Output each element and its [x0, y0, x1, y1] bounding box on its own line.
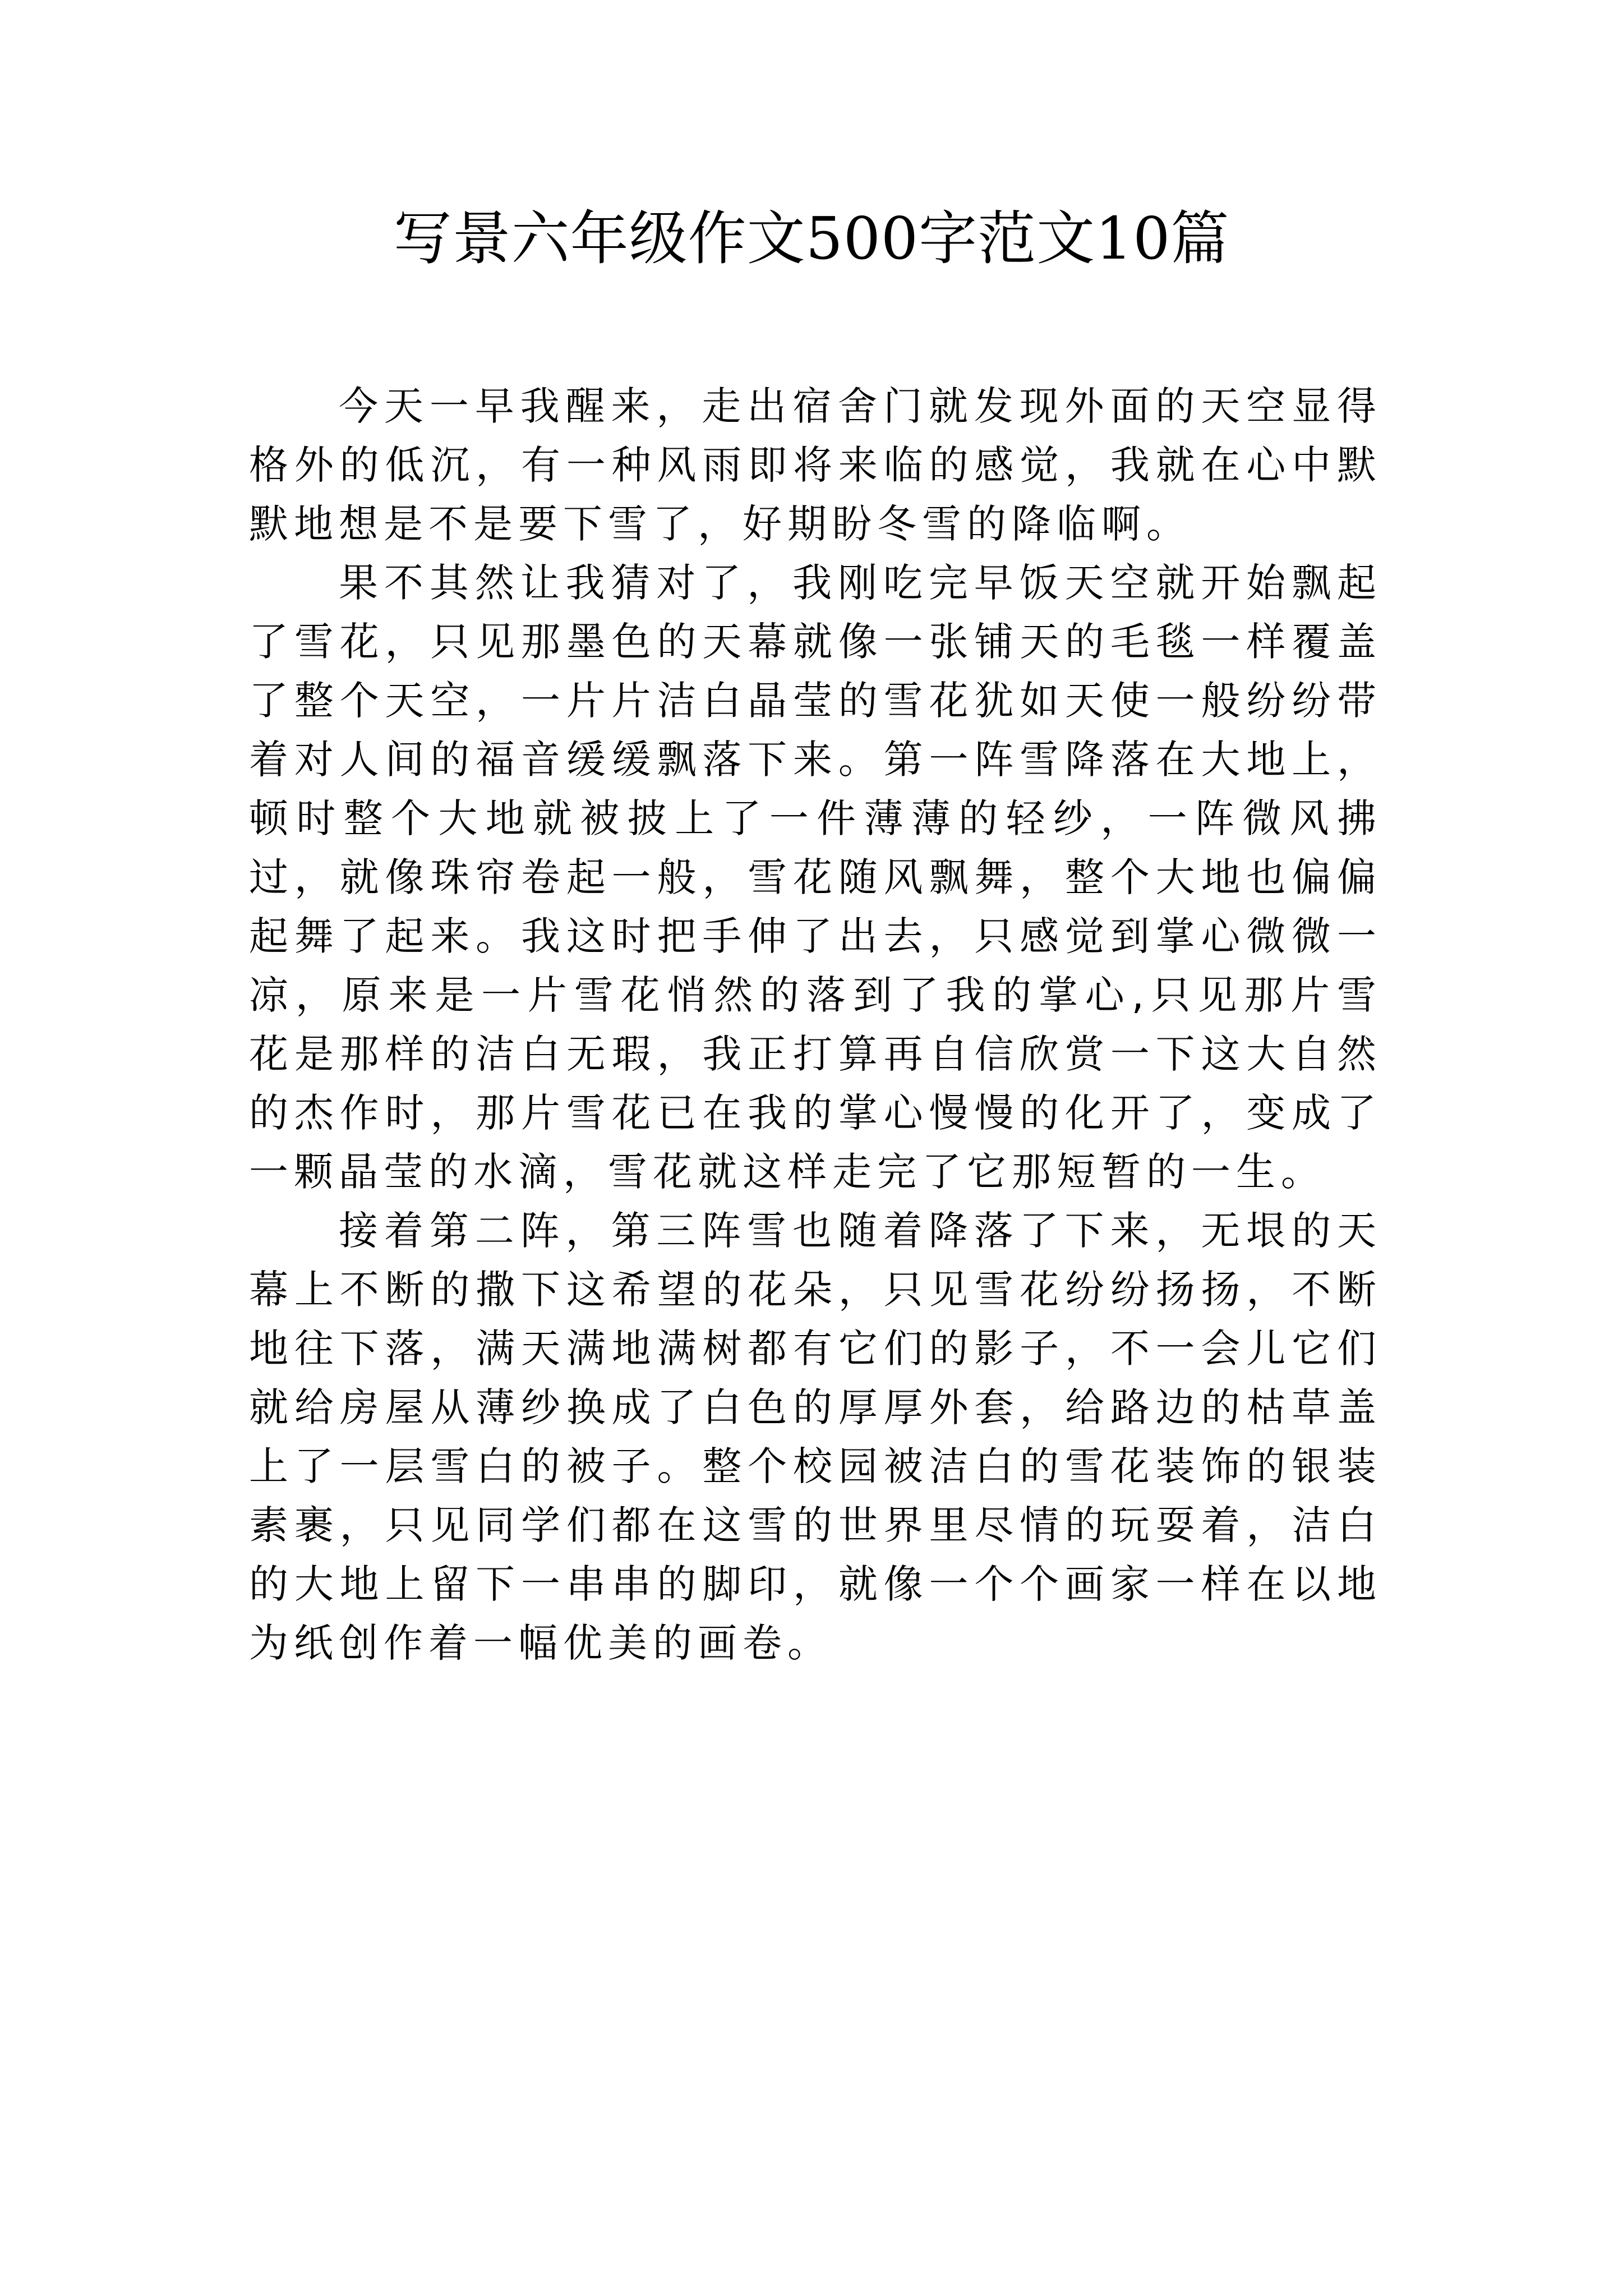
paragraph: 接着第二阵，第三阵雪也随着降落了下来，无垠的天幕上不断的撒下这希望的花朵，只见雪花纷纷扬扬，不断地往下落，满天满地满树都有它们的影子，不一会儿它们就给房屋从薄纱换成了白色的厚厚外套，给路边的枯草盖上了一层雪白的被子。整个校园被洁白的雪花装饰的银装素裹，只见同学们都在这雪的世界里尽情的玩耍着，洁白的大地上留下一串串的脚印，就像一个个画家一样在以地为纸创作着一幅优美的画卷。 [249, 1208, 1382, 1666]
paragraph: 今天一早我醒来，走出宿舍门就发现外面的天空显得格外的低沉，有一种风雨即将来临的感觉，我就在心中默默地想是不是要下雪了，好期盼冬雪的降临啊。 [249, 383, 1382, 547]
paragraph: 果不其然让我猜对了，我刚吃完早饭天空就开始飘起了雪花，只见那墨色的天幕就像一张铺天的毛毯一样覆盖了整个天空，一片片洁白晶莹的雪花犹如天使一般纷纷带着对人间的福音缓缓飘落下来。第一阵雪降落在大地上，顿时整个大地就被披上了一件薄薄的轻纱，一阵微风拂过，就像珠帘卷起一般，雪花随风飘舞，整个大地也偏偏起舞了起来。我这时把手伸了出去，只感觉到掌心微微一凉，原来是一片雪花悄然的落到了我的掌心,只见那片雪花是那样的洁白无瑕，我正打算再自信欣赏一下这大自然的杰作时，那片雪花已在我的掌心慢慢的化开了，变成了一颗晶莹的水滴，雪花就这样走完了它那短暂的一生。 [249, 560, 1382, 1195]
document-body [249, 377, 1382, 1673]
document-title: 写景六年级作文500字范文10篇 [393, 204, 1230, 273]
